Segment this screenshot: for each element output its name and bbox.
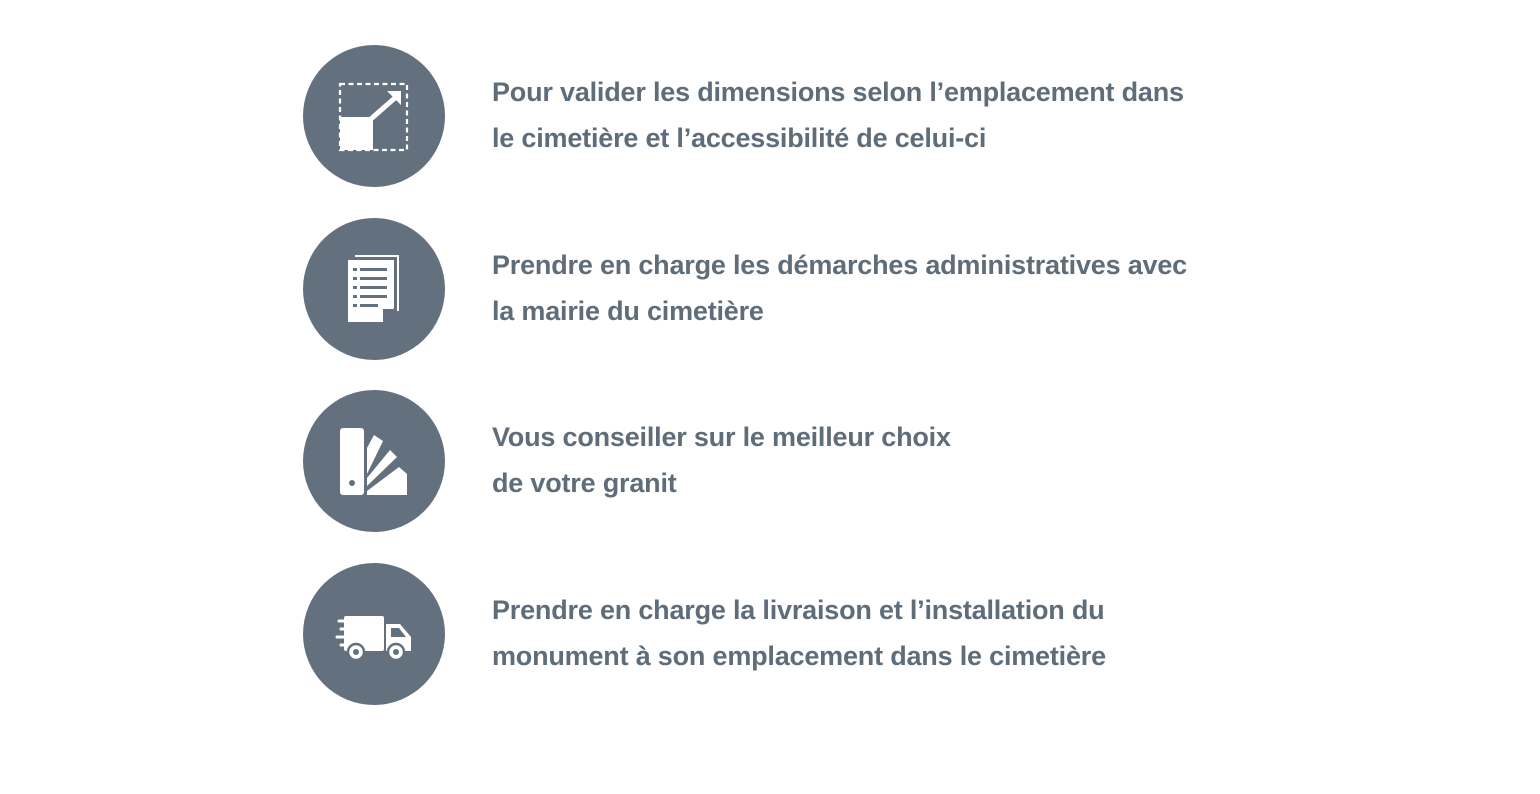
icon-circle [303,390,445,532]
feature-item-dimensions [303,45,1263,187]
feature-text [492,587,1262,679]
feature-text-line: Pour valider les dimensions selon l’emplacement dans [492,77,1184,107]
color-swatch-icon [303,390,445,532]
document-list-icon [303,218,445,360]
feature-text [492,69,1262,161]
icon-circle [303,45,445,187]
feature-text-line: Vous conseiller sur le meilleur choix [492,422,951,452]
feature-text-line: le cimetière et l’accessibilité de celui-ci [492,123,987,153]
feature-item-granite [303,390,1263,532]
icon-circle [303,218,445,360]
feature-text-line: la mairie du cimetière [492,296,764,326]
icon-circle [303,563,445,705]
feature-text-line: monument à son emplacement dans le cimetière [492,641,1106,671]
feature-text [492,242,1262,334]
feature-text-line: Prendre en charge les démarches administratives avec [492,250,1187,280]
delivery-truck-icon [303,563,445,705]
feature-item-administration [303,218,1263,360]
feature-text-line: de votre granit [492,468,677,498]
feature-text-line: Prendre en charge la livraison et l’installation du [492,595,1105,625]
resize-arrow-icon [303,45,445,187]
feature-item-delivery [303,563,1263,705]
feature-text [492,414,1262,506]
